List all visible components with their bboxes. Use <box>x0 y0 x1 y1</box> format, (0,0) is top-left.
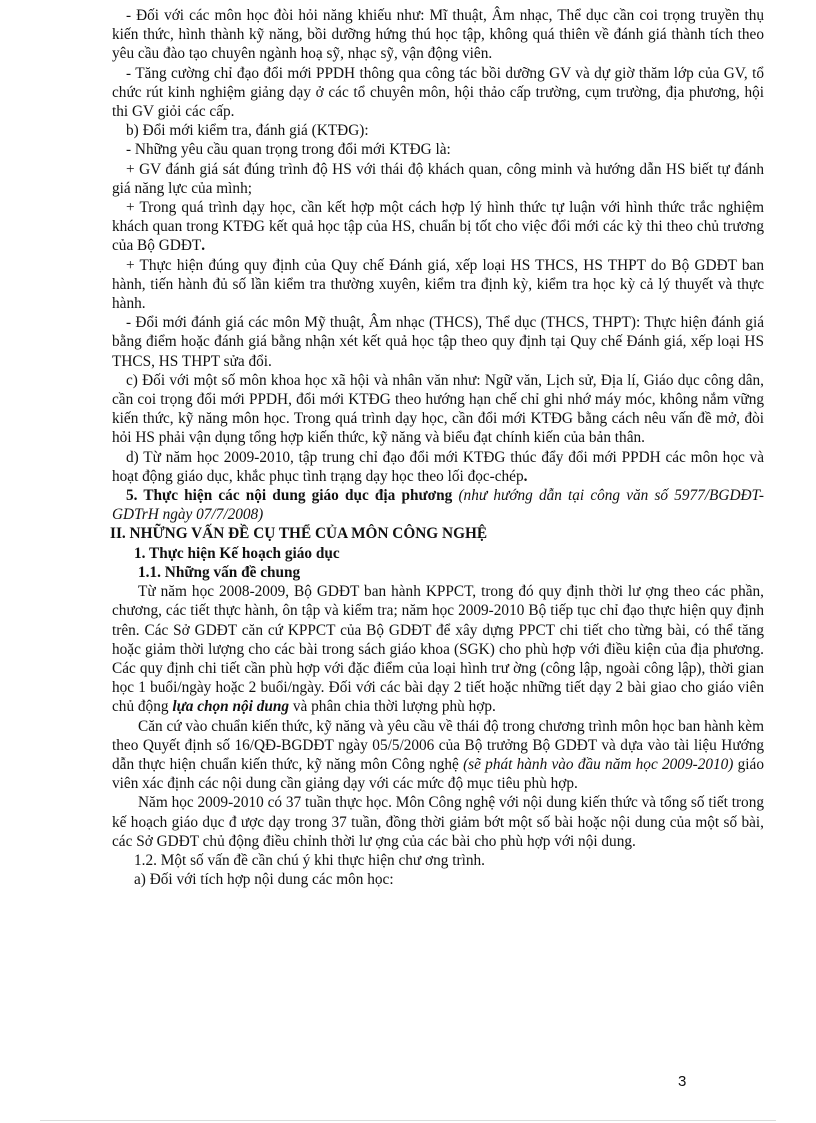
paragraph: + Thực hiện đúng quy định của Quy chế Đánh giá, xếp loại HS THCS, HS THPT do Bộ GDĐT ban hành, tiến hành đủ số lần kiểm tra thường xuyên, kiểm tra định kỳ, kiểm tra học kỳ cả lý thuyết và thực hành. <box>112 256 764 313</box>
subsection-heading: b) Đổi mới kiểm tra, đánh giá (KTĐG): <box>126 122 369 140</box>
paragraph <box>112 198 764 256</box>
text-run: giáo viên xác định các nội dung cần giảng dạy với các mức độ mục tiêu phù hợp. <box>112 755 764 793</box>
text-run: + Trong quá trình dạy học, cần kết hợp một cách hợp lý hình thức tự luận với hình thức trắc nghiệm khách quan trong KTĐG kết quả học tập của HS, chuẩn bị tốt cho việc đổi mới các kỳ thi theo chủ trương của Bộ GDĐT <box>112 199 764 255</box>
text-run: Căn cứ vào chuẩn kiến thức, kỹ năng và yêu cầu về thái độ trong chương trình môn học ban hành kèm theo Quyết định số 16/QĐ-BGDĐT ngày 05/5/2006 của Bộ trưởng Bộ GDĐT và dựa vào tài liệu Hướng dẫn thực hiện chuẩn kiến thức, kỹ năng môn Công nghệ <box>112 717 764 773</box>
paragraph: + GV đánh giá sát đúng trình độ HS với thái độ khách quan, công minh và hướng dẫn HS biết tự đánh giá năng lực của mình; <box>112 160 764 197</box>
heading-1-2: 1.2. Một số vấn đề cần chú ý khi thực hiện chư ơng trình. <box>134 851 485 869</box>
footer-rule <box>40 1120 776 1121</box>
paragraph: c) Đối với một số môn khoa học xã hội và nhân văn như: Ngữ văn, Lịch sử, Địa lí, Giáo dục công dân, cần coi trọng đổi mới PPDH, đổi mới KTĐG theo hướng hạn chế chỉ ghi nhớ máy móc, không nắm vững kiến thức, kỹ năng môn học. Trong quá trình dạy học, cần đổi mới KTĐG bằng cách nêu vấn đề mở, đòi hỏi HS phải vận dụng tổng hợp kiến thức, kỹ năng và biểu đạt chính kiến của bản thân. <box>112 371 764 447</box>
paragraph <box>112 582 764 716</box>
paragraph: - Đối với các môn học đòi hỏi năng khiếu như: Mĩ thuật, Âm nhạc, Thể dục cần coi trọng truyền thụ kiến thức, hình thành kỹ năng, bồi dưỡng hứng thú học tập, không quá thiên về đánh giá thành tích theo yêu cầu đào tạo chuyên ngành hoạ sỹ, nhạc sỹ, vận động viên. <box>112 7 764 63</box>
paragraph: - Tăng cường chỉ đạo đổi mới PPDH thông qua công tác bồi dưỡng GV và dự giờ thăm lớp của GV, tổ chức rút kinh nghiệm giảng dạy ở các tổ chuyên môn, hội thảo cấp trường, cụm trường, địa phương, hội thi GV giỏi các cấp. <box>112 64 764 121</box>
document-page <box>112 6 764 889</box>
paragraph: - Đổi mới đánh giá các môn Mỹ thuật, Âm nhạc (THCS), Thể dục (THCS, THPT): Thực hiện đánh giá bằng điểm hoặc đánh giá bằng nhận xét kết quả học tập theo quy định tại Quy chế Đánh giá, xếp loại HS THCS, HS THPT sửa đổi. <box>112 314 764 370</box>
text-run: d) Từ năm học 2009-2010, tập trung chỉ đạo đổi mới KTĐG thúc đẩy đổi mới PPDH các môn học và hoạt động giáo dục, khắc phục tình trạng dạy học theo lối đọc-chép <box>112 448 764 485</box>
text-run: Từ năm học 2008-2009, Bộ GDĐT ban hành KPPCT, trong đó quy định thời lư ợng theo các phần, chương, các tiết thực hành, ôn tập và kiểm tra; năm học 2009-2010 Bộ tiếp tục chỉ đạo thực hiện quy định trên. Các Sở GDĐT căn cứ KPPCT của Bộ GDĐT để xây dựng PPCT chi tiết cho từng bài, có thể tăng hoặc giảm thời lượng cho các bài trong sách giáo khoa (SGK) cho phù hợp với điều kiện của địa phương. Các quy định chi tiết cần phù hợp với đặc điểm của loại hình trư ờng (công lập, ngoài công lập), thời gian học 1 buổi/ngày hoặc 2 buổi/ngày. Đối với các bài dạy 2 tiết hoặc những tiết dạy 2 bài giao cho giáo viên chủ động <box>112 583 764 716</box>
text-run: lựa chọn nội dung <box>172 698 290 716</box>
paragraph <box>112 448 764 486</box>
section-ii-heading: II. NHỮNG VẤN ĐỀ CỤ THỂ CỦA MÔN CÔNG NGHỆ <box>110 525 488 543</box>
heading-1-1: 1.1. Những vấn đề chung <box>138 563 301 581</box>
text-run: và phân chia thời lượng phù hợp. <box>289 698 496 716</box>
heading-1: 1. Thực hiện Kế hoạch giáo dục <box>134 544 340 562</box>
paragraph: - Những yêu cầu quan trọng trong đổi mới KTĐG là: <box>126 141 451 159</box>
text-run: (như hướng dẫn tại công văn số 5977/BGDĐT-GDTrH ngày 07/7/2008) <box>112 487 764 524</box>
section-5-heading <box>112 486 764 524</box>
paragraph <box>112 717 764 794</box>
page-number: 3 <box>678 1073 687 1090</box>
paragraph: Năm học 2009-2010 có 37 tuần thực học. Môn Công nghệ với nội dung kiến thức và tổng số tiết trong kế hoạch giáo dục đ ược dạy trong 37 tuần, đồng thời giảm bớt một số bài hoặc nội dung của một số bài, các Sở GDĐT chủ động điều chỉnh thời lư ợng của các bài cho phù hợp với nội dung. <box>112 794 764 850</box>
text-run: (sẽ phát hành vào đầu năm học 2009-2010) <box>463 755 734 773</box>
subsection-heading: a) Đối với tích hợp nội dung các môn học: <box>134 871 394 889</box>
text-run: . <box>201 237 206 255</box>
text-run: . <box>523 467 528 485</box>
text-run: 5. Thực hiện các nội dung giáo dục địa phương <box>126 487 453 505</box>
